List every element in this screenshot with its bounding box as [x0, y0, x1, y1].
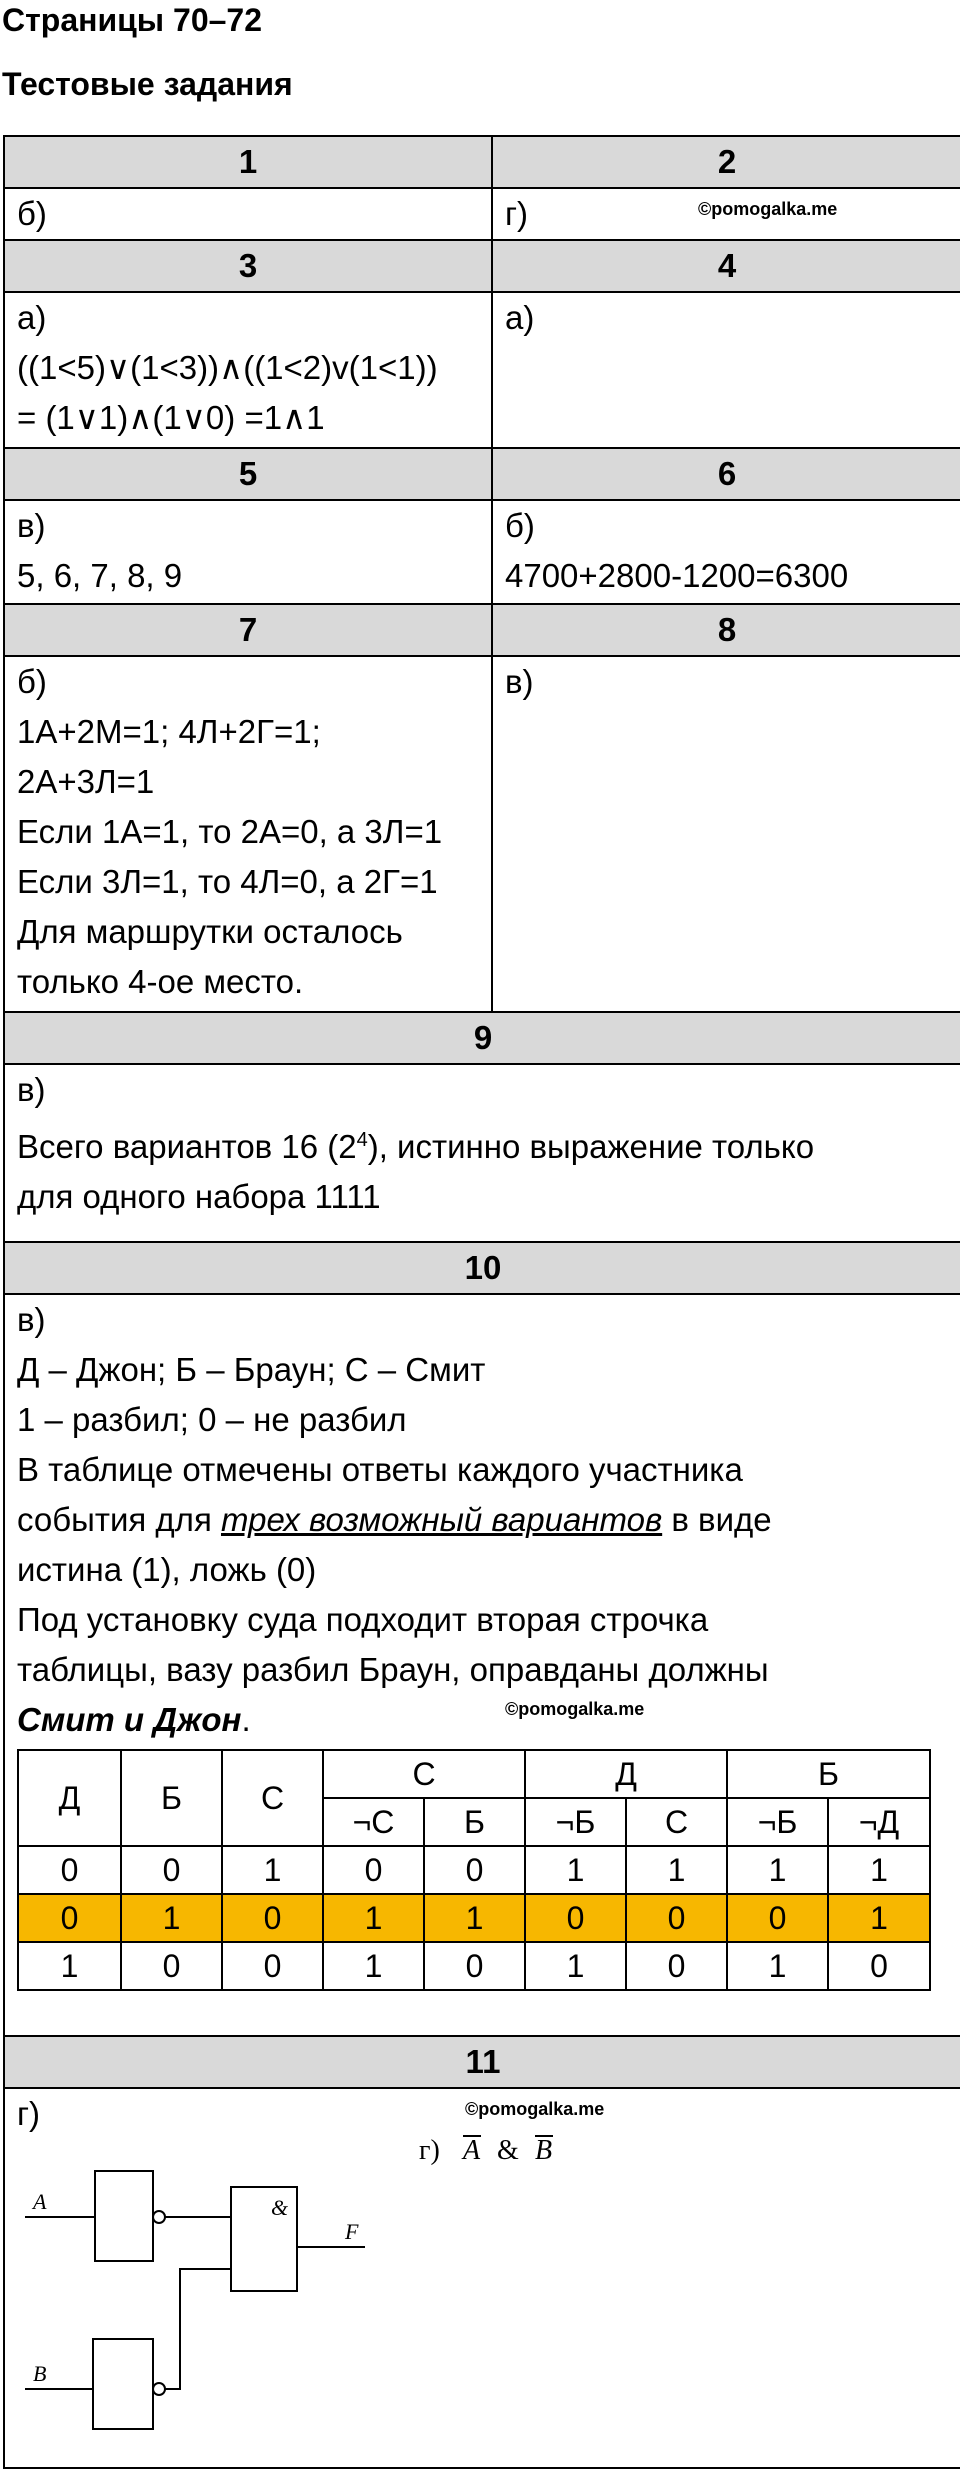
task-10-answer: в) Д – Джон; Б – Браун; С – Смит 1 – разбил; 0 – не разбил В таблице отмечены ответы каждого участника события для трех возможный вариантов в виде истина (1), ложь (0) Под установку суда подходит вторая строчка таблицы, вазу разбил Браун, оправданы должны Смит и Джон. ©pomogalka.me Д Б С С Д Б ¬С Б ¬Б С ¬Б ¬Д 0 0 1 0 0 1 1 1 1 0 1 0 1 1 0 0 0 1 1 0 0 1 0 1 0 1 0	[4, 1294, 960, 2036]
task-7-header: 7	[4, 604, 492, 656]
svg-text:&: &	[497, 2135, 519, 2166]
sub-header: ¬С	[323, 1798, 424, 1846]
task-8-answer: в)	[492, 656, 960, 1012]
output-label: F	[345, 2219, 359, 2244]
answers-table	[3, 135, 960, 2469]
task-4-answer: а)	[492, 292, 960, 448]
gate-symbol: &	[271, 2195, 289, 2220]
logic-circuit	[5, 2149, 625, 2449]
col-header-b: Б	[121, 1750, 222, 1846]
svg-text:г): г)	[419, 2135, 440, 2166]
table-row-highlighted: 0 1 0 1 1 0 0 0 1	[18, 1894, 930, 1942]
table-row: 1 0 0 1 0 1 0 1 0	[18, 1942, 930, 1990]
input-a-label: A	[33, 2189, 47, 2214]
page-title: Страницы 70–72	[2, 2, 262, 38]
task-4-header: 4	[492, 240, 960, 292]
group-header-d: Д	[525, 1750, 727, 1798]
task-2-header: 2	[492, 136, 960, 188]
task-2-answer: г) ©pomogalka.me	[492, 188, 960, 240]
sub-header: Б	[424, 1798, 525, 1846]
sub-header: С	[626, 1798, 727, 1846]
task-1-answer: б)	[4, 188, 492, 240]
svg-text:A: A	[463, 2135, 481, 2166]
col-header-s: С	[222, 1750, 323, 1846]
task-6-header: 6	[492, 448, 960, 500]
watermark: ©pomogalka.me	[465, 2099, 605, 2119]
task-11-answer: г) ©pomogalka.me & A B F г) A & B	[4, 2088, 960, 2468]
group-header-s: С	[323, 1750, 525, 1798]
col-header-d: Д	[18, 1750, 121, 1846]
task-8-header: 8	[492, 604, 960, 656]
task-10-header: 10	[4, 1242, 960, 1294]
truth-table	[17, 1749, 931, 1991]
task-9-header: 9	[4, 1012, 960, 1064]
task-9-answer: в) Всего вариантов 16 $(2^4)$, истинно выражение только для одного набора 1111	[4, 1064, 960, 1242]
section-title: Тестовые задания	[2, 66, 293, 102]
task-7-answer: б) 1А+2М=1; 4Л+2Г=1; 2А+3Л=1 Если 1А=1, то 2А=0, а 3Л=1 Если 3Л=1, то 4Л=0, а 2Г=1 Для маршрутки осталось только 4-ое место.	[4, 656, 492, 1012]
input-b-label: B	[33, 2361, 47, 2386]
watermark: ©pomogalka.me	[698, 199, 838, 219]
sub-header: ¬Д	[828, 1798, 930, 1846]
task-1-header: 1	[4, 136, 492, 188]
formula	[419, 2129, 589, 2169]
task-5-answer: в) 5, 6, 7, 8, 9	[4, 500, 492, 604]
task-5-header: 5	[4, 448, 492, 500]
sub-header: ¬Б	[525, 1798, 626, 1846]
table-row: 0 0 1 0 0 1 1 1 1	[18, 1846, 930, 1894]
task-3-header: 3	[4, 240, 492, 292]
task-11-header: 11	[4, 2036, 960, 2088]
task-6-answer: б) 4700+2800-1200=6300	[492, 500, 960, 604]
task-3-answer: а) ((1<5)∨(1<3))∧((1<2)v(1<1)) = (1∨1)∧(1∨0) =1∧1	[4, 292, 492, 448]
watermark: ©pomogalka.me	[505, 1699, 645, 1719]
svg-text:B: B	[535, 2135, 553, 2166]
group-header-b: Б	[727, 1750, 930, 1798]
sub-header: ¬Б	[727, 1798, 828, 1846]
